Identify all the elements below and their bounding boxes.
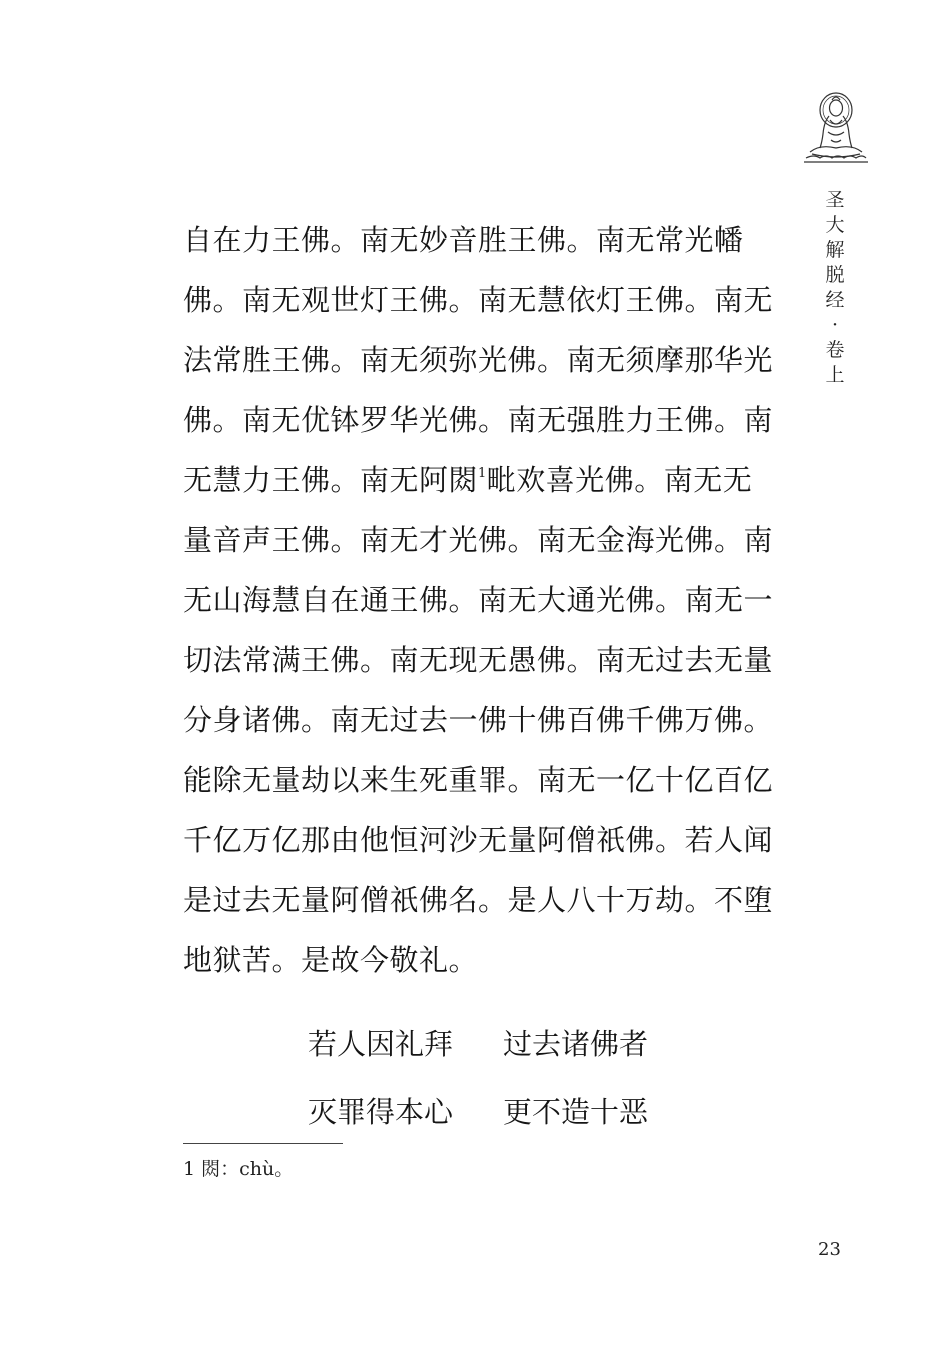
scripture-body [183,210,773,990]
verse-phrase: 灭罪得本心 [308,1095,454,1129]
running-head-char: 脱 [825,264,845,286]
verse-phrase: 若人因礼拜 [308,1027,454,1061]
verse-block [308,1010,698,1146]
buddha-icon [800,88,872,168]
footnote-divider [183,1143,343,1144]
text-line: 自在力王佛。南无妙音胜王佛。南无常光幡 [183,223,744,257]
running-head-char: 经 [825,289,845,311]
running-head-char: 大 [825,214,845,236]
page-number: 23 [818,1239,841,1260]
text-line: 无山海慧自在通王佛。南无大通光佛。南无一 [183,583,774,617]
running-head-char: 解 [825,239,845,261]
text-line: 分身诸佛。南无过去一佛十佛百佛千佛万佛。 [183,703,774,737]
running-head-char: 卷 [825,339,845,361]
text-line: 切法常满王佛。南无现无愚佛。南无过去无量 [183,643,774,677]
running-head-char: 上 [825,364,845,386]
text-line: 千亿万亿那由他恒河沙无量阿僧祇佛。若人闻 [183,823,774,857]
text-line: 能除无量劫以来生死重罪。南无一亿十亿百亿 [183,763,774,797]
text-line: 佛。南无优钵罗华光佛。南无强胜力王佛。南 [183,403,774,437]
verse-line [308,1078,698,1146]
running-head-char: 圣 [825,189,845,211]
verse-phrase: 更不造十恶 [503,1095,649,1129]
text-line: 佛。南无观世灯王佛。南无慧依灯王佛。南无 [183,283,774,317]
text-segment: 无慧力王佛。南无阿閦 [183,463,479,497]
text-line: 法常胜王佛。南无须弥光佛。南无须摩那华光 [183,343,774,377]
running-head-title [820,188,850,388]
text-line: 量音声王佛。南无才光佛。南无金海光佛。南 [183,523,774,557]
verse-phrase: 过去诸佛者 [503,1027,649,1061]
running-head-char: · [831,314,839,336]
footnote-marker[interactable]: 1 [478,466,487,481]
text-segment: 毗欢喜光佛。南无无 [486,463,753,497]
text-line [183,450,773,510]
text-line: 地狱苦。是故今敬礼。 [183,943,479,977]
footnote: 1 閦：chù。 [183,1158,294,1180]
text-line: 是过去无量阿僧祇佛名。是人八十万劫。不堕 [183,883,774,917]
verse-line [308,1010,698,1078]
